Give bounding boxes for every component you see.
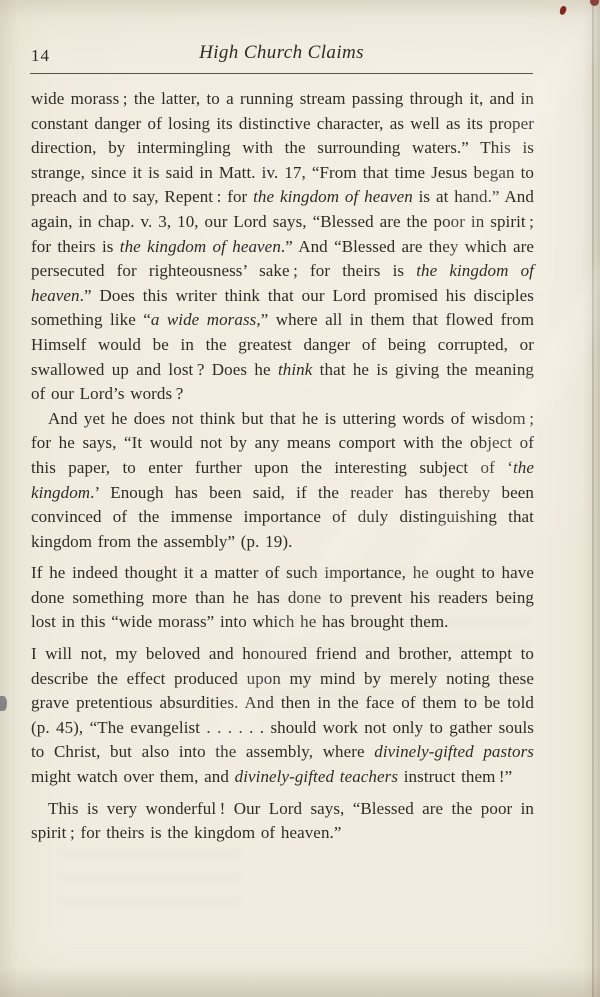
text-run: This is very wonderful ! Our Lord says, “Blessed are the poor in spirit ; for theirs is the kingdom of heaven.” [31, 798, 534, 843]
text-run: instruct them !” [398, 767, 513, 787]
paragraph [31, 797, 534, 846]
page-edge-shadow [592, 0, 594, 997]
italic-text-run: divinely-gifted teachers [234, 767, 399, 787]
text-run: is at hand.” And again, in chap. v. 3, 10, our Lord says, “Blessed are the poor in spirit ; for theirs is [31, 187, 534, 256]
text-run: And yet he does not think but that he is uttering words of wisdom ; for he says, “It would not by any means comport with the object of this paper, to enter further upon the interesting subject of ‘ [31, 408, 534, 477]
text-run: .” And “Blessed are they which are persecuted for righteousness’ sake ; for theirs is [31, 236, 534, 281]
edge-smudge [0, 696, 7, 711]
running-title: High Church Claims [199, 42, 364, 63]
italic-text-run: a wide morass [150, 310, 257, 330]
header-rule [30, 73, 533, 74]
text-run: might watch over them, and [31, 767, 235, 787]
paragraph [31, 642, 534, 790]
italic-text-run: think [277, 359, 313, 379]
show-through-ghost-text [60, 850, 240, 916]
text-run: .” Does this writer think that our Lord promised his disciples something like “ [31, 285, 534, 330]
page-number: 14 [31, 46, 50, 65]
page-header [0, 0, 600, 74]
text-run: I will not, my beloved and honoured friend and brother, attempt to describe the effect produced upon my mind by merely noting these grave pretentious absurdities. And then in the face of them to be told (p. 45), “The evangelist . . . . . . should work not only to gather souls to Christ, but also into the assembly, where [31, 644, 534, 762]
paragraph [31, 407, 534, 555]
text-run: that he is giving the meaning of our Lord’s words ? [31, 359, 534, 404]
italic-text-run: the kingdom of heaven [31, 261, 534, 305]
italic-text-run: the kingdom [31, 457, 534, 502]
italic-text-run: the kingdom of heaven [253, 187, 413, 207]
text-run: wide morass ; the latter, to a running stream passing through it, and in constant danger of losing its distinctive character, as well as its proper direction, by intermingling with the surrounding waters.” This is strange, since it is said in Matt. iv. 17, “From that time Jesus began to preach and to say, Repent : for [31, 89, 534, 207]
italic-text-run: the kingdom of heaven [119, 236, 281, 256]
paragraph [31, 87, 534, 407]
text-run: If he indeed thought it a matter of such importance, he ought to have done something more than he has done to prevent his readers being lost in this “wide morass” into which he has brought them. [31, 563, 534, 632]
text-run: ,” where all in them that flowed from Himself would be in the greatest danger of being corrupted, or swallowed up and lost ? Does he [31, 310, 535, 379]
paragraph [31, 561, 534, 635]
italic-text-run: divinely-gifted pastors [374, 742, 534, 762]
page-body [31, 87, 534, 846]
text-run: .’ Enough has been said, if the reader has thereby been convinced of the immense importance of duly distinguishing that kingdom from the assembly” (p. 19). [31, 482, 534, 551]
